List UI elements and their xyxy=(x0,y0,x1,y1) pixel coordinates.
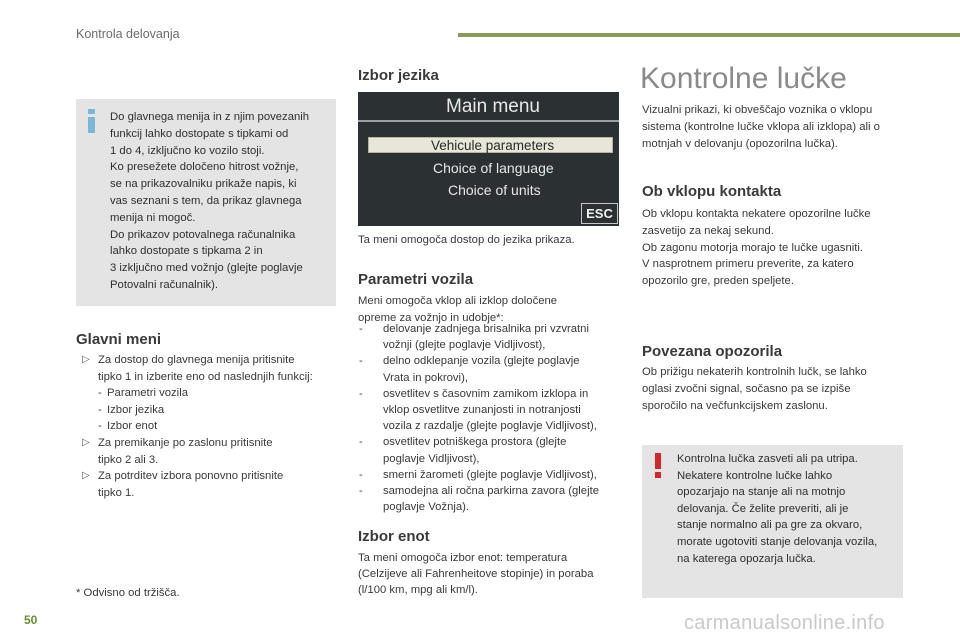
watermark: carmanualsonline.info xyxy=(684,612,885,634)
section-title-glavni-meni: Glavni meni xyxy=(76,331,162,348)
povezana-text: Ob prižigu nekaterih kontrolnih lučk, se lahko oglasi zvočni signal, sočasno pa se izpiše sporočilo na večfunkcijskem zaslonu. xyxy=(642,366,867,412)
screen-option: Choice of units xyxy=(448,182,541,198)
info-line: vas seznani s tem, da prikaz glavnega xyxy=(110,194,302,207)
info-line: menija ni mogoč. xyxy=(110,211,196,224)
section-title-ob-vklopu: Ob vklopu kontakta xyxy=(642,183,782,200)
screen-title: Main menu xyxy=(446,96,540,117)
info-line: 1 do 4, izključno ko vozilo stoji. xyxy=(110,144,265,157)
section-title-izbor-jezika: Izbor jezika xyxy=(358,67,439,84)
info-line: se na prikazovalniku prikaže napis, ki xyxy=(110,178,297,191)
list-item: - osvetlitev potniškega prostora (glejte poglavje Vidljivost), xyxy=(359,436,567,465)
page-title: Kontrolne lučke xyxy=(640,62,847,95)
list-item: - smerni žarometi (glejte poglavje Vidljivost), xyxy=(359,468,597,481)
footnote: * Odvisno od tržišča. xyxy=(76,587,180,599)
section-title-izbor-enot: Izbor enot xyxy=(358,528,430,545)
info-box xyxy=(76,99,336,306)
section-title-parametri-vozila: Parametri vozila xyxy=(358,271,474,288)
info-line: Potovalni računalnik). xyxy=(110,278,219,291)
list-item: - delovanje zadnjega brisalnika pri vzvratni vožnji (glejte poglavje Vidljivost), xyxy=(359,323,589,352)
screen-esc-label: ESC xyxy=(581,203,618,224)
list-item: - delno odklepanje vozila (glejte poglavje Vrata in pokrovi), xyxy=(359,355,580,384)
screen-option: Choice of language xyxy=(433,160,554,176)
parametri-intro: Meni omogoča vklop ali izklop določene opreme za vožnjo in udobje*: xyxy=(358,295,558,324)
list-item: ▷ Za premikanje po zaslonu pritisnite tipko 2 ali 3. xyxy=(82,436,273,466)
arrow-bullet-icon: ▷ xyxy=(82,470,90,482)
info-line: Do glavnega menija in z njim povezanih xyxy=(110,111,310,123)
izbor-enot-text: Ta meni omogoča izbor enot: temperatura (Celzijeve ali Fahrenheitove stopinje) in poraba (l/100 km, mpg ali km/l). xyxy=(358,552,594,597)
info-line: Do prikazov potovalnega računalnika xyxy=(110,228,296,241)
kontrolne-lucke-intro: Vizualni prikazi, ki obveščajo voznika o vklopu sistema (kontrolne lučke vklopa ali izklopa) ali o motnjah v delovanju (opozorilna lučka). xyxy=(642,104,880,150)
arrow-bullet-icon: ▷ xyxy=(82,354,90,365)
info-text xyxy=(110,109,332,294)
info-icon xyxy=(86,109,98,131)
info-line: funkcij lahko dostopate s tipkami od xyxy=(110,127,289,140)
list-item: - osvetlitev s časovnim zamikom izklopa in vklop osvetlitve zunanjosti in notranjosti vozila z razdalje (glejte poglavje Vidljivost), xyxy=(359,387,597,433)
list-subitem: - Parametri vozila xyxy=(98,387,188,400)
page-number: 50 xyxy=(24,613,38,627)
izbor-jezika-caption: Ta meni omogoča dostop do jezika prikaza. xyxy=(358,234,575,246)
section-title-povezana-opozorila: Povezana opozorila xyxy=(642,343,783,360)
info-line: lahko dostopate s tipkama 2 in xyxy=(110,245,263,258)
ob-vklopu-text: Ob vklopu kontakta nekatere opozorilne lučke zasvetijo za nekaj sekund. Ob zagonu motorja morajo te lučke ugasniti. V nasprotnem primeru preverite, za katero opozorilo gre, preden speljete. xyxy=(642,208,871,288)
arrow-bullet-icon: ▷ xyxy=(82,436,90,448)
parametri-list xyxy=(358,321,626,515)
screen-selected-item: Vehicule parameters xyxy=(368,137,613,153)
header-accent-bar xyxy=(458,33,960,37)
info-line: Ko presežete določeno hitrost vožnje, xyxy=(110,161,299,174)
display-screen xyxy=(358,92,619,226)
list-item: ▷ Za dostop do glavnega menija pritisnite tipko 1 in izberite eno od naslednjih funkcij: xyxy=(82,354,313,383)
screen-divider xyxy=(358,120,619,122)
list-item: - samodejna ali ročna parkirna zavora (glejte poglavje Vožnja). xyxy=(359,485,600,514)
list-subitem: - Izbor enot xyxy=(98,420,158,433)
list-subitem: - Izbor jezika xyxy=(98,403,165,416)
list-item: ▷ Za potrditev izbora ponovno pritisnite tipko 1. xyxy=(82,470,284,499)
page-header-title: Kontrola delovanja xyxy=(76,27,180,41)
exclamation-icon xyxy=(654,453,662,479)
warning-text: Kontrolna lučka zasveti ali pa utripa. Nekatere kontrolne lučke lahko opozarjajo na stanje ali na motnjo delovanja. Če želite preveriti, ali je stanje normalno ali pa gre za okvaro, morate ugotoviti stanje delovanja vozila, na katerega opozarja lučka. xyxy=(677,453,878,565)
warning-box xyxy=(642,445,903,598)
info-line: 3 izključno med vožnjo (glejte poglavje xyxy=(110,262,303,275)
glavni-meni-list xyxy=(76,352,341,501)
